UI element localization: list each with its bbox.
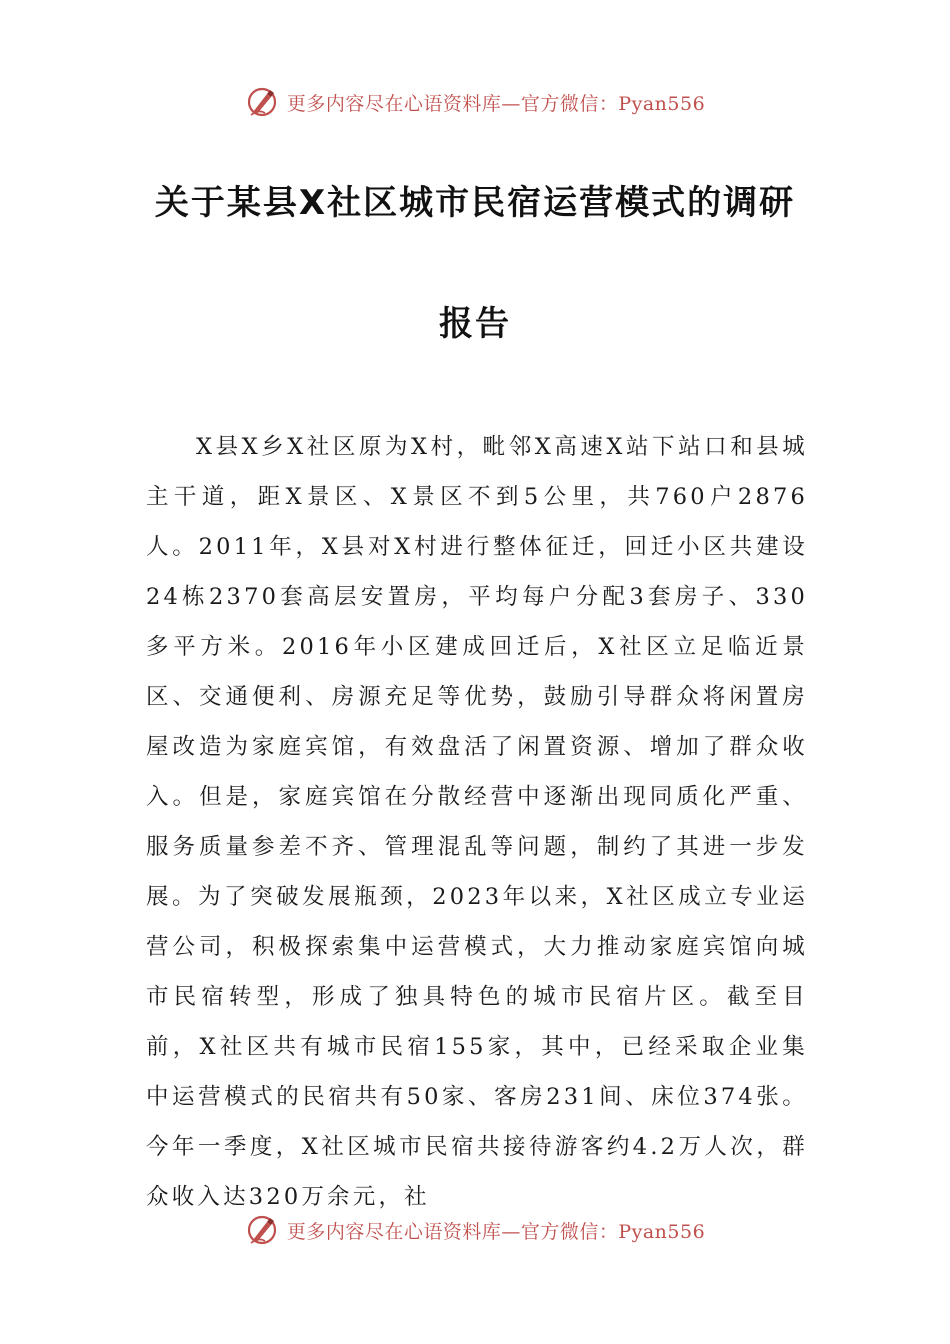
document-title-line-1: 关于某县X社区城市民宿运营模式的调研 <box>154 183 796 223</box>
pen-logo-icon <box>245 1213 279 1247</box>
body-paragraph: X县X乡X社区原为X村，毗邻X高速X站下站口和县城主干道，距X景区、X景区不到5公里，共760户2876人。2011年，X县对X村进行整体征迁，回迁小区共建设24栋2370套高层安置房，平均每户分配3套房子、330多平方米。2016年小区建成回迁后，X社区立足临近景区、交通便利、房源充足等优势，鼓励引导群众将闲置房屋改造为家庭宾馆，有效盘活了闲置资源、增加了群众收入。但是，家庭宾馆在分散经营中逐渐出现同质化严重、服务质量参差不齐、管理混乱等问题，制约了其进一步发展。为了突破发展瓶颈，2023年以来，X社区成立专业运营公司，积极探索集中运营模式，大力推动家庭宾馆向城市民宿转型，形成了独具特色的城市民宿片区。截至目前，X社区共有城市民宿155家，其中，已经采取企业集中运营模式的民宿共有50家、客房231间、床位374张。今年一季度，X社区城市民宿共接待游客约4.2万人次，群众收入达320万余元，社 <box>146 434 808 1210</box>
document-title-line-2: 报告 <box>439 304 511 344</box>
footer-banner <box>0 1210 950 1250</box>
header-banner <box>0 82 950 122</box>
pen-logo-icon <box>245 85 279 119</box>
footer-banner-text: 更多内容尽在心语资料库—官方微信：Pyan556 <box>286 1220 706 1243</box>
header-banner-text: 更多内容尽在心语资料库—官方微信：Pyan556 <box>286 92 706 115</box>
